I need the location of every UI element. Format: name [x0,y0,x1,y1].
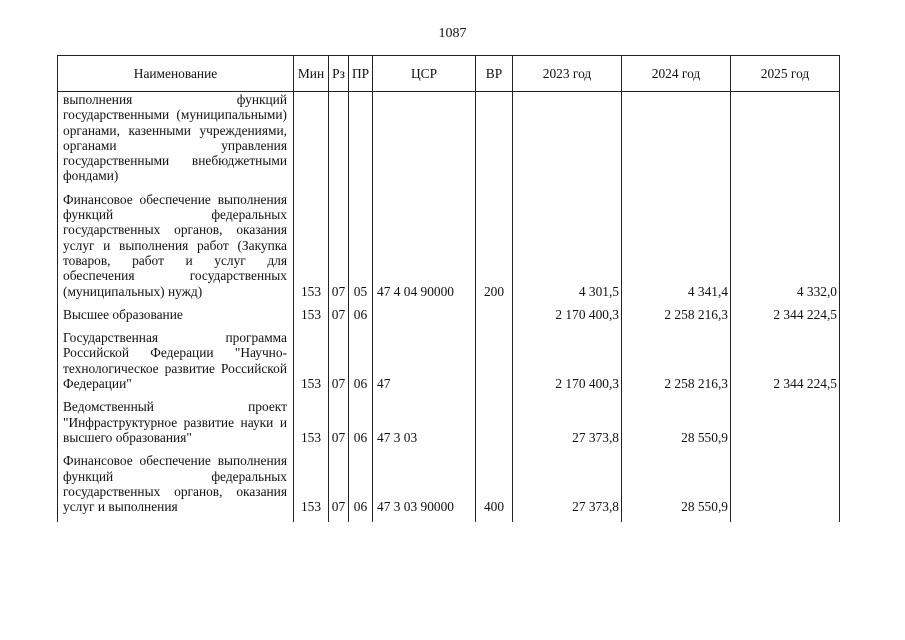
row-2025: 2 344 224,5 [731,330,840,399]
row-2023: 27 373,8 [513,399,622,453]
table-row [58,453,840,522]
row-vr [476,330,513,399]
row-2024 [622,92,731,192]
header-vr: ВР [476,56,513,92]
header-min: Мин [294,56,329,92]
row-vr: 400 [476,453,513,522]
row-min: 153 [294,330,329,399]
row-pr: 05 [349,192,373,307]
header-rz: Рз [329,56,349,92]
row-rz: 07 [329,307,349,330]
row-name: Финансовое обеспечение выполнения функций федеральных государственных органов, оказания услуг и выполнения работ (Закупка товаров, работ и услуг для обеспечения государственных (муниципальных) нужд) [58,192,294,307]
row-min [294,92,329,192]
header-name: Наименование [58,56,294,92]
row-pr: 06 [349,399,373,453]
row-name: Государственная программа Российской Федерации "Научно-технологическое развитие Российской Федерации" [58,330,294,399]
table-row [58,330,840,399]
row-pr: 06 [349,307,373,330]
row-csr: 47 [373,330,476,399]
row-2023: 27 373,8 [513,453,622,522]
budget-table [57,55,840,522]
header-csr: ЦСР [373,56,476,92]
row-name: выполнения функций государственными (муниципальными) органами, казенными учреждениями, органами управления государственными внебюджетными фондами) [58,92,294,192]
page-number: 1087 [438,26,467,41]
row-min: 153 [294,192,329,307]
row-2023: 2 170 400,3 [513,330,622,399]
row-rz: 07 [329,453,349,522]
row-vr [476,92,513,192]
row-2023 [513,92,622,192]
row-name: Финансовое обеспечение выполнения функций федеральных государственных органов, оказания услуг и выполнения [58,453,294,522]
table-row [58,307,840,330]
row-rz: 07 [329,330,349,399]
row-2025 [731,92,840,192]
row-2025 [731,399,840,453]
table-row [58,399,840,453]
header-2023: 2023 год [513,56,622,92]
table-row [58,92,840,192]
row-pr [349,92,373,192]
row-pr: 06 [349,453,373,522]
row-2024: 4 341,4 [622,192,731,307]
row-vr: 200 [476,192,513,307]
row-2024: 28 550,9 [622,399,731,453]
row-rz: 07 [329,192,349,307]
row-2024: 28 550,9 [622,453,731,522]
row-csr: 47 3 03 90000 [373,453,476,522]
row-2024: 2 258 216,3 [622,307,731,330]
row-csr: 47 4 04 90000 [373,192,476,307]
row-csr: 47 3 03 [373,399,476,453]
header-2025: 2025 год [731,56,840,92]
row-min: 153 [294,399,329,453]
row-min: 153 [294,453,329,522]
row-name: Высшее образование [58,307,294,330]
header-2024: 2024 год [622,56,731,92]
row-vr [476,399,513,453]
table-row [58,192,840,307]
row-2025: 2 344 224,5 [731,307,840,330]
row-rz: 07 [329,399,349,453]
row-2023: 4 301,5 [513,192,622,307]
row-min: 153 [294,307,329,330]
row-2025 [731,453,840,522]
row-2023: 2 170 400,3 [513,307,622,330]
row-vr [476,307,513,330]
row-csr [373,92,476,192]
row-rz [329,92,349,192]
table-header-row [58,56,840,92]
header-pr: ПР [349,56,373,92]
row-2025: 4 332,0 [731,192,840,307]
row-name: Ведомственный проект "Инфраструктурное развитие науки и высшего образования" [58,399,294,453]
row-pr: 06 [349,330,373,399]
row-csr [373,307,476,330]
row-2024: 2 258 216,3 [622,330,731,399]
